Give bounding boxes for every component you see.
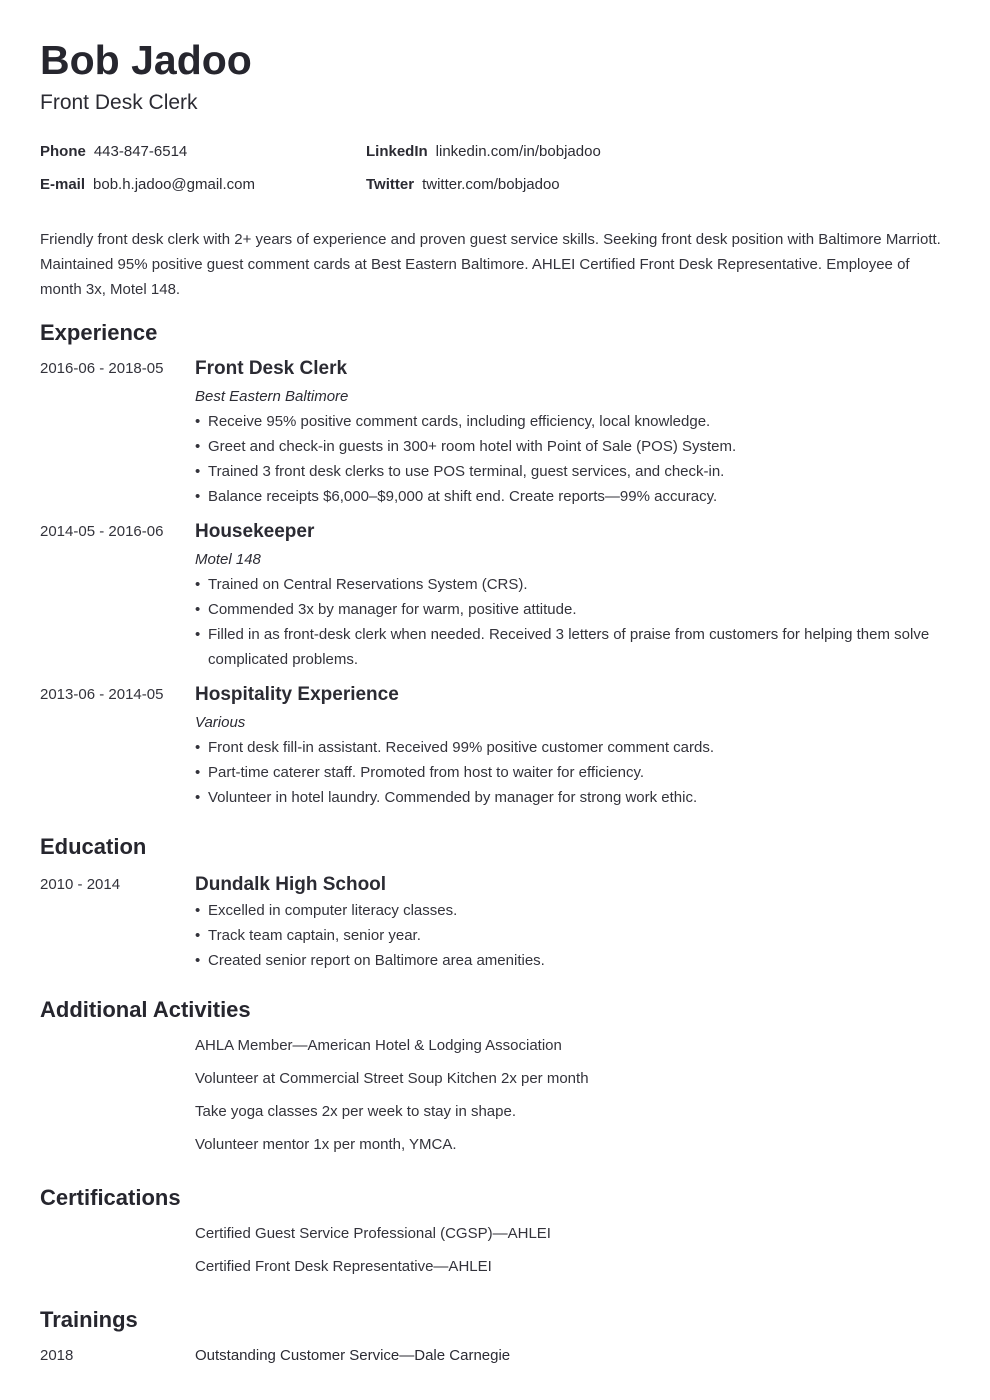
entry-body (195, 871, 950, 973)
resume-page (40, 36, 950, 1369)
section-heading: Experience (40, 320, 158, 345)
entry-organization: Best Eastern Baltimore (195, 388, 349, 405)
training-text: Outstanding Customer Service—Dale Carnegie (195, 1347, 511, 1364)
list-item: AHLA Member—American Hotel & Lodging Association (195, 1037, 562, 1054)
entry-organization: Motel 148 (195, 551, 261, 568)
bullet-item: • Receive 95% positive comment cards, including efficiency, local knowledge. (195, 409, 950, 434)
bullet-item: • Volunteer in hotel laundry. Commended by manager for strong work ethic. (195, 785, 950, 810)
certifications-section (40, 1183, 950, 1283)
entry-body (195, 518, 950, 672)
bullet-item: • Trained 3 front desk clerks to use POS terminal, guest services, and check-in. (195, 459, 950, 484)
list-item: Certified Front Desk Representative—AHLEI (195, 1258, 492, 1275)
list-item: Volunteer at Commercial Street Soup Kitchen 2x per month (195, 1070, 589, 1087)
contact-email (40, 174, 366, 196)
entry-item (40, 681, 950, 810)
bullet-item: • Balance receipts $6,000–$9,000 at shift end. Create reports—99% accuracy. (195, 484, 950, 509)
trainings-section (40, 1305, 950, 1369)
contact-value: 443-847-6514 (93, 143, 188, 160)
entry-date: 2010 - 2014 (40, 876, 121, 893)
contact-info (40, 141, 950, 196)
bullet-item: • Commended 3x by manager for warm, positive attitude. (195, 597, 950, 622)
contact-value[interactable]: bob.h.jadoo@gmail.com (93, 176, 255, 193)
education-section (40, 832, 950, 973)
bullet-item: • Part-time caterer staff. Promoted from host to waiter for efficiency. (195, 760, 950, 785)
bullet-item: • Filled in as front-desk clerk when needed. Received 3 letters of praise from customers for helping them solve complicated problems. (195, 622, 950, 672)
entry-item (40, 355, 950, 509)
section-heading: Trainings (40, 1307, 138, 1332)
contact-phone (40, 141, 366, 163)
section-heading: Education (40, 834, 147, 859)
contact-label: LinkedIn (366, 143, 428, 160)
contact-value[interactable]: linkedin.com/in/bobjadoo (435, 143, 601, 160)
activities-section (40, 995, 950, 1161)
entry-body (195, 355, 950, 509)
entry-title: Front Desk Clerk (195, 358, 348, 379)
bullet-list (195, 409, 950, 509)
experience-section (40, 318, 950, 810)
entry-date: 2016-06 - 2018-05 (40, 360, 164, 377)
entry-title: Housekeeper (195, 521, 315, 542)
entry-organization: Various (195, 714, 246, 731)
training-date: 2018 (40, 1347, 74, 1364)
contact-linkedin (366, 141, 950, 163)
contact-label: Phone (40, 143, 86, 160)
bullet-list (195, 898, 950, 973)
entry-date: 2013-06 - 2014-05 (40, 686, 164, 703)
contact-value[interactable]: twitter.com/bobjadoo (422, 176, 560, 193)
entry-item (40, 871, 950, 973)
entry-title: Dundalk High School (195, 874, 387, 895)
list-item: Certified Guest Service Professional (CGSP)—AHLEI (195, 1225, 551, 1242)
summary: Friendly front desk clerk with 2+ years of experience and proven guest service skills. Seeking front desk position with Baltimore Marriott. Maintained 95% positive guest comment cards at Best Eastern Baltimore. AHLEI Certified Front Desk Representative. Employee of month 3x, Motel 148. (40, 231, 941, 298)
bullet-item: • Greet and check-in guests in 300+ room hotel with Point of Sale (POS) System. (195, 434, 950, 459)
list-item: Take yoga classes 2x per week to stay in shape. (195, 1103, 517, 1120)
bullet-item: • Front desk fill-in assistant. Received 99% positive customer comment cards. (195, 735, 950, 760)
entry-date: 2014-05 - 2016-06 (40, 523, 164, 540)
contact-twitter (366, 174, 950, 196)
entry-body (195, 681, 950, 810)
bullet-list (195, 572, 950, 672)
bullet-item: • Trained on Central Reservations System (CRS). (195, 572, 950, 597)
contact-label: E-mail (40, 176, 86, 193)
section-heading: Additional Activities (40, 997, 251, 1022)
candidate-name: Bob Jadoo (40, 37, 252, 83)
bullet-item: • Excelled in computer literacy classes. (195, 898, 950, 923)
bullet-item: • Track team captain, senior year. (195, 923, 950, 948)
candidate-title: Front Desk Clerk (40, 91, 198, 114)
entry-item (40, 518, 950, 672)
training-item (40, 1342, 950, 1369)
section-heading: Certifications (40, 1185, 181, 1210)
entry-title: Hospitality Experience (195, 684, 399, 705)
bullet-list (195, 735, 950, 810)
contact-label: Twitter (366, 176, 415, 193)
list-item: Volunteer mentor 1x per month, YMCA. (195, 1136, 457, 1153)
bullet-item: • Created senior report on Baltimore area amenities. (195, 948, 950, 973)
